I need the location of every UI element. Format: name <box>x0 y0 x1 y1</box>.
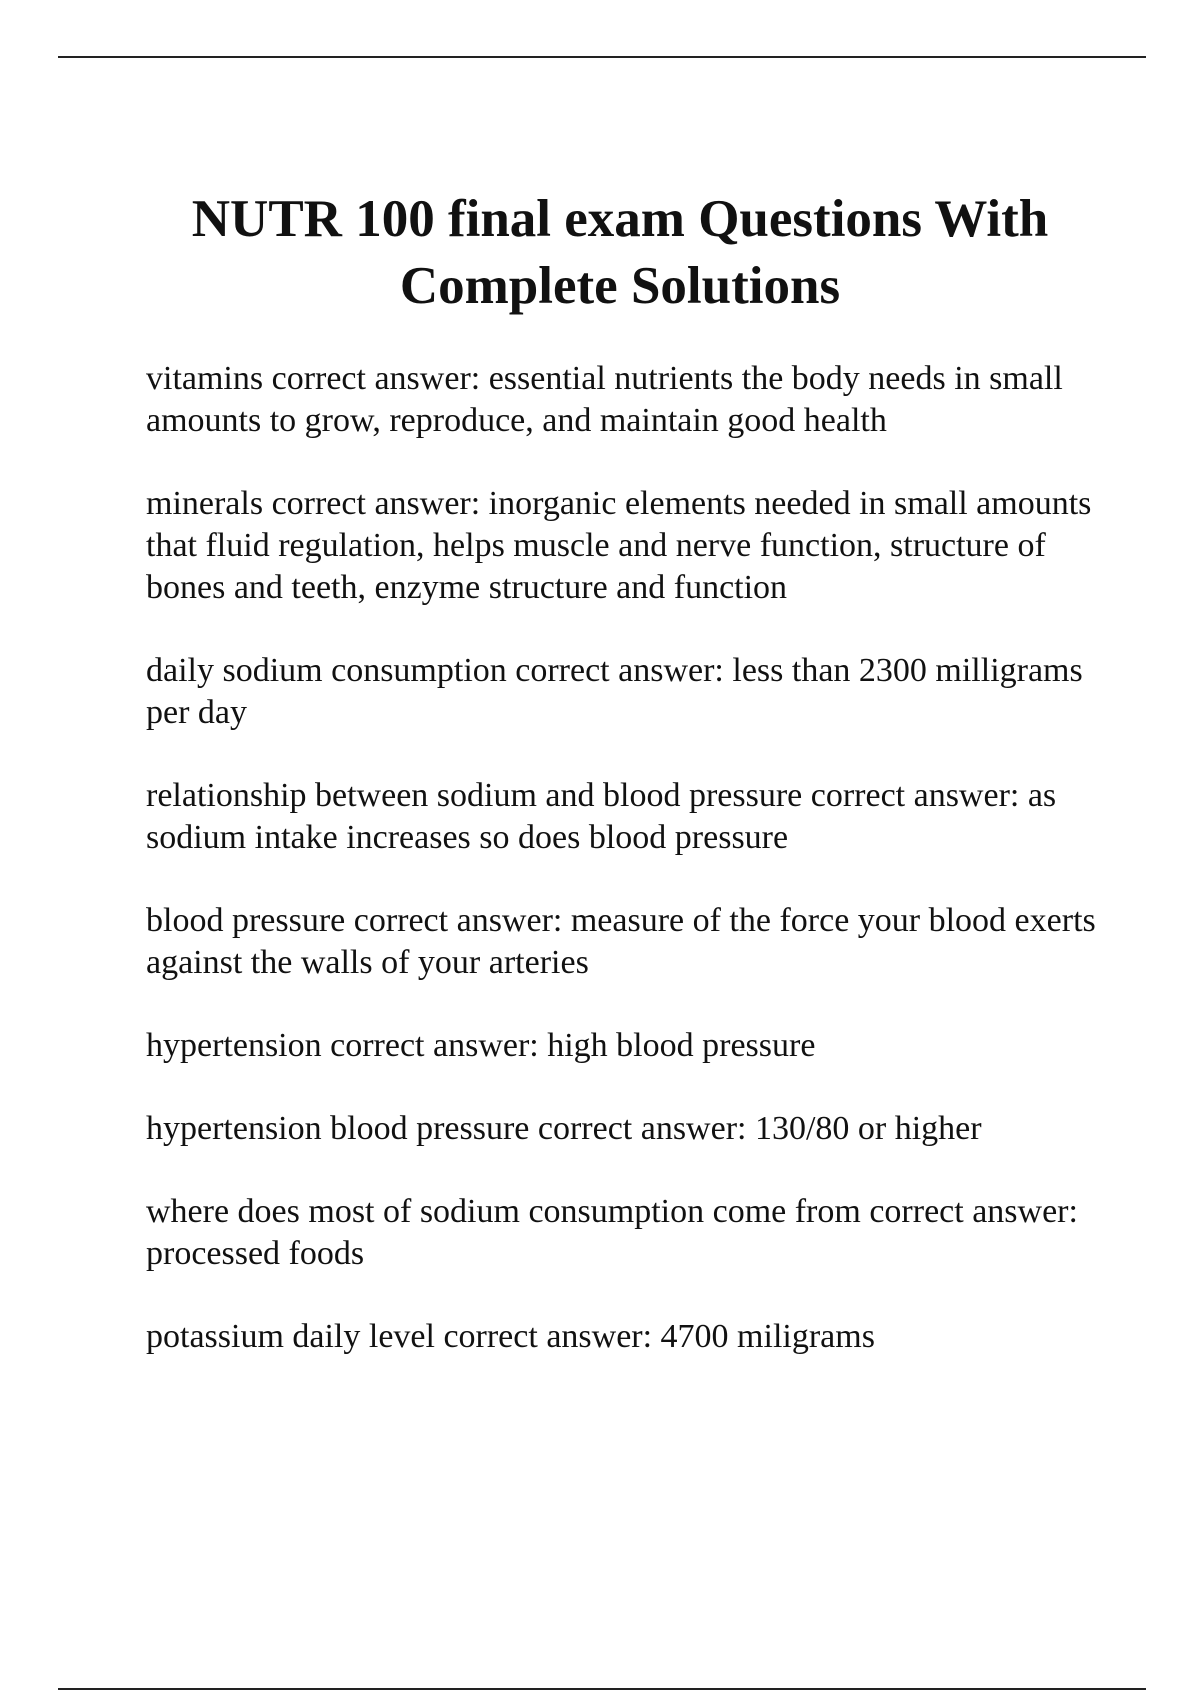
qa-item-sodium-blood-pressure: relationship between sodium and blood pressure correct answer: as sodium intake increases so does blood pressure <box>146 777 1057 856</box>
qa-item-minerals: minerals correct answer: inorganic elements needed in small amounts that fluid regulation, helps muscle and nerve function, structure of bones and teeth, enzyme structure and function <box>146 485 1092 606</box>
qa-list <box>146 358 1096 1358</box>
top-rule <box>58 56 1146 58</box>
qa-item-potassium: potassium daily level correct answer: 4700 miligrams <box>146 1318 875 1355</box>
qa-item-hypertension: hypertension correct answer: high blood pressure <box>146 1027 816 1064</box>
qa-item-hypertension-level: hypertension blood pressure correct answer: 130/80 or higher <box>146 1110 982 1147</box>
qa-item-sodium-source: where does most of sodium consumption come from correct answer: processed foods <box>146 1193 1078 1272</box>
qa-item-daily-sodium: daily sodium consumption correct answer: less than 2300 milligrams per day <box>146 652 1083 731</box>
title-line-2: Complete Solutions <box>399 257 841 315</box>
title-line-1: NUTR 100 final exam Questions With <box>191 190 1049 248</box>
qa-item-vitamins: vitamins correct answer: essential nutrients the body needs in small amounts to grow, reproduce, and maintain good health <box>146 360 1063 439</box>
bottom-rule <box>58 1688 1146 1690</box>
qa-item-blood-pressure: blood pressure correct answer: measure of the force your blood exerts against the walls of your arteries <box>146 902 1096 981</box>
page-title <box>140 186 1100 320</box>
